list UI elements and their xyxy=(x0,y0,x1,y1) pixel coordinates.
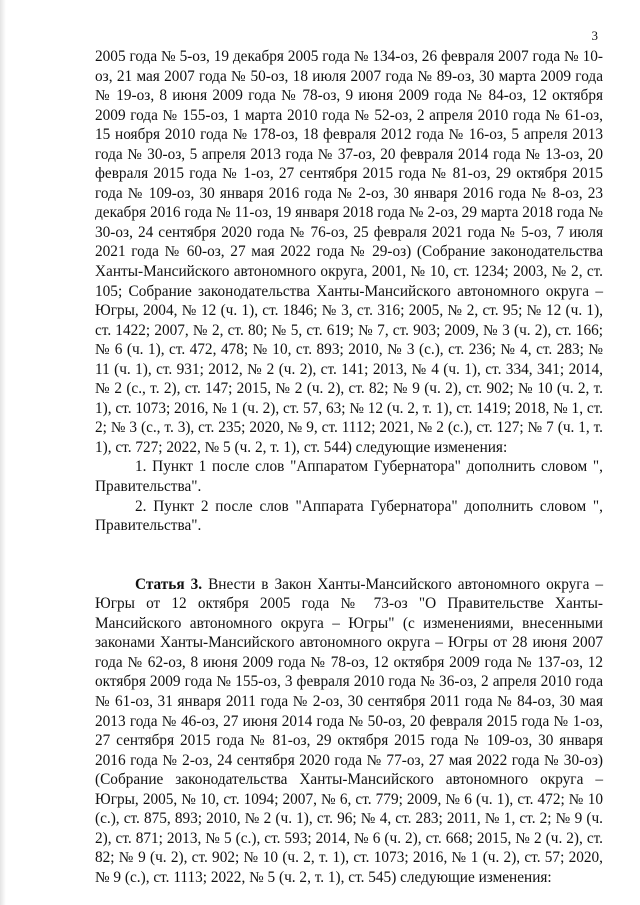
document-body xyxy=(95,47,603,887)
paragraph-amendment-list: 2005 года № 5-оз, 19 декабря 2005 года № 134-оз, 26 февраля 2007 года № 10-оз, 21 мая 2007 года № 50-оз, 18 июля 2007 года № 89-оз, 30 марта 2009 года № 19-оз, 8 июня 2009 года № 78-оз, 9 июня 2009 года № 84-оз, 12 октября 2009 года № 155-оз, 1 марта 2010 года № 52-оз, 2 апреля 2010 года № 61-оз, 15 ноября 2010 года № 178-оз, 18 февраля 2012 года № 16-оз, 5 апреля 2013 года № 30-оз, 5 апреля 2013 года № 37-оз, 20 февраля 2014 года № 13-оз, 20 февраля 2015 года № 1-оз, 27 сентября 2015 года № 81-оз, 29 октября 2015 года № 109-оз, 30 января 2016 года № 2-оз, 30 января 2016 года № 8-оз, 23 декабря 2016 года № 11-оз, 19 января 2018 года № 2-оз, 29 марта 2018 года № 30-оз, 24 сентября 2020 года № 76-оз, 25 февраля 2021 года № 5-оз, 7 июля 2021 года № 60-оз, 27 мая 2022 года № 29-оз) (Собрание законодательства Ханты-Мансийского автономного округа, 2001, № 10, ст. 1234; 2003, № 2, ст. 105; Собрание законодательства Ханты-Мансийского автономного округа – Югры, 2004, № 12 (ч. 1), ст. 1846; № 3, ст. 316; 2005, № 2, ст. 95; № 12 (ч. 1), ст. 1422; 2007, № 2, ст. 80; № 5, ст. 619; № 7, ст. 903; 2009, № 3 (ч. 2), ст. 166; № 6 (ч. 1), ст. 472, 478; № 10, ст. 893; 2010, № 3 (с.), ст. 236; № 4, ст. 283; № 11 (ч. 1), ст. 931; 2012, № 2 (ч. 2), ст. 141; 2013, № 4 (ч. 1), ст. 334, 341; 2014, № 2 (с., т. 2), ст. 147; 2015, № 2 (ч. 2), ст. 82; № 9 (ч. 2), ст. 902; № 10 (ч. 2, т. 1), ст. 1073; 2016, № 1 (ч. 2), ст. 57, 63; № 12 (ч. 2, т. 1), ст. 1419; 2018, № 1, ст. 2; № 3 (с., т. 3), ст. 235; 2020, № 9, ст. 1112; 2021, № 2 (с.), ст. 127; № 7 (ч. 1, т. 1), ст. 727; 2022, № 5 (ч. 2, т. 1), ст. 544) следующие изменения: xyxy=(95,48,603,456)
section-gap xyxy=(95,536,603,575)
scan-edge xyxy=(0,0,6,905)
article-3-heading: Статья 3. xyxy=(135,575,203,593)
article-3 xyxy=(95,575,603,888)
article-3-text: Внести в Закон Ханты-Мансийского автономного округа – Югры от 12 октября 2005 года № 73-оз "О Правительстве Ханты-Мансийского автономного округа – Югры" (с изменениями, внесенными законами Ханты-Мансийского автономного округа – Югры от 28 июня 2007 года № 62-оз, 8 июня 2009 года № 78-оз, 12 октября 2009 года № 137-оз, 12 октября 2009 года № 155-оз, 3 февраля 2010 года № 36-оз, 2 апреля 2010 года № 61-оз, 31 января 2011 года № 2-оз, 30 сентября 2011 года № 84-оз, 30 мая 2013 года № 46-оз, 27 июня 2014 года № 50-оз, 20 февраля 2015 года № 1-оз, 27 сентября 2015 года № 81-оз, 29 октября 2015 года № 109-оз, 30 января 2016 года № 2-оз, 24 сентября 2020 года № 77-оз, 27 мая 2022 года № 30-оз) (Собрание законодательства Ханты-Мансийского автономного округа – Югры, 2005, № 10, ст. 1094; 2007, № 6, ст. 779; 2009, № 6 (ч. 1), ст. 472; № 10 (с.), ст. 875, 893; 2010, № 2 (ч. 1), ст. 96; № 4, ст. 283; 2011, № 1, ст. 2; № 9 (ч. 2), ст. 871; 2013, № 5 (с.), ст. 593; 2014, № 6 (ч. 2), ст. 668; 2015, № 2 (ч. 2), ст. 82; № 9 (ч. 2), ст. 902; № 10 (ч. 2, т. 1), ст. 1073; 2016, № 1 (ч. 2), ст. 57; 2020, № 9 (с.), ст. 1113; 2022, № 5 (ч. 2, т. 1), ст. 545) следующие изменения: xyxy=(95,575,603,886)
list-item-1: 1. Пункт 1 после слов "Аппаратом Губернатора" дополнить словом ", Правительства". xyxy=(95,458,603,496)
page-number: 3 xyxy=(591,28,598,43)
list-item-2: 2. Пункт 2 после слов "Аппарата Губернатора" дополнить словом ", Правительства". xyxy=(95,497,603,535)
